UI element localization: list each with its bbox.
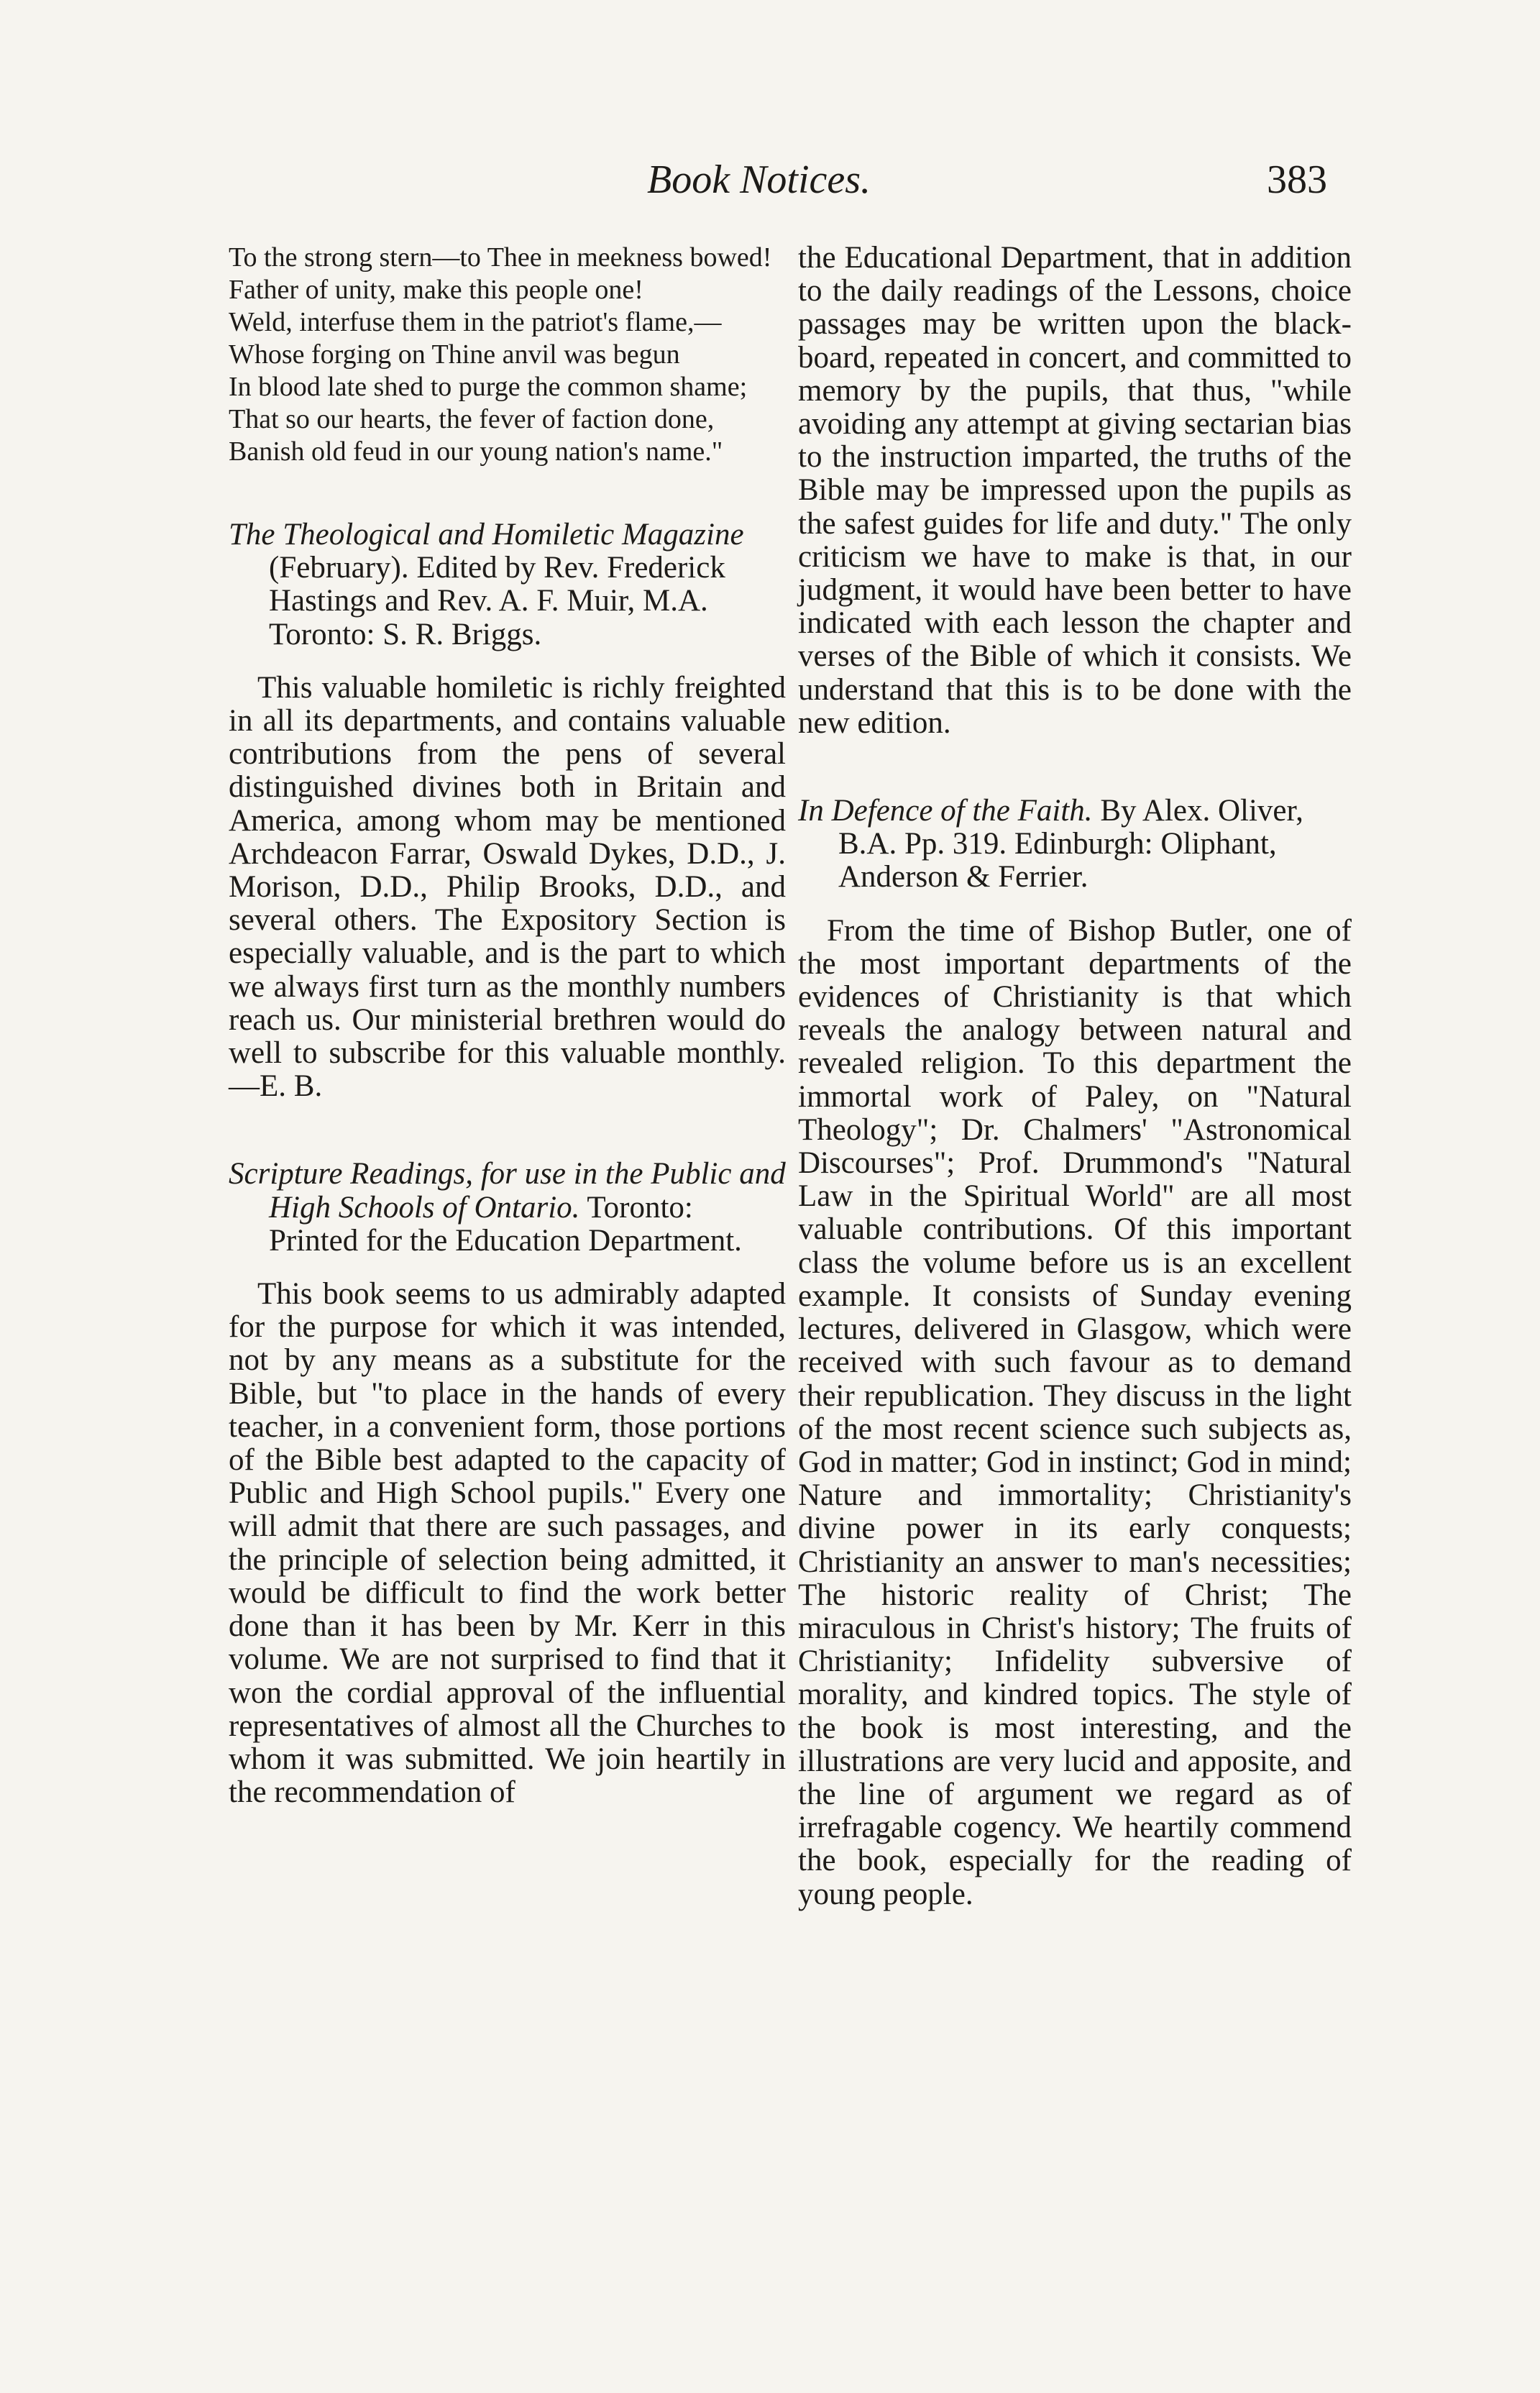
poem-line: Father of unity, make this people one! bbox=[229, 275, 643, 305]
poem-excerpt bbox=[229, 242, 786, 468]
review-body-defence-of-faith: From the time of Bishop Butler, one of the most important departments of the evidences of Christianity is that which reveals the analogy between natural and revealed religion. To this department the immortal work of Paley, on "Natural Theology"; Dr. Chalmers' "Astronomical Discourses"; Prof. Drummond's "Natural Law in the Spiritual World" are all most valuable contributions. Of this important class the volume before us is an excellent example. It consists of Sunday evening lectures, delivered in Glasgow, which were received with such favour as to demand their republication. They discuss in the light of the most recent science such subjects as, God in matter; God in instinct; God in mind; Nature and immortality; Christianity's divine power in its early conquests; Christianity an answer to man's necessities; The historic reality of Christ; The miraculous in Christ's history; The fruits of Christianity; Infidelity subversive of morality, and kindred topics. The style of the book is most interesting, and the illustrations are very lucid and apposite, and the line of argument we regard as of irrefragable cogency. We heartily commend the book, especially for the reading of young people. bbox=[798, 913, 1352, 1911]
review-body-theological-magazine: This valuable homiletic is richly freighted in all its departments, and contains valuable contributions from the pens of several distinguished divines both in Britain and America, among whom may be mentioned Archdeacon Farrar, Oswald Dykes, D.D., J. Morison, D.D., Philip Brooks, D.D., and several others. The Expository Section is especially valuable, and is the part to which we always first turn as the monthly numbers reach us. Our ministerial brethren would do well to subscribe for this valuable monthly.—E. B. bbox=[229, 670, 786, 1104]
review-title: In Defence of the Faith. bbox=[798, 794, 1093, 828]
review-details: (February). Edited by Rev. Frederick Hastings and Rev. A. F. Muir, M.A. Toronto: S. R. Briggs. bbox=[269, 551, 725, 651]
poem-line: That so our hearts, the fever of faction done, bbox=[229, 404, 715, 434]
poem-line: To the strong stern—to Thee in meekness bowed! bbox=[229, 242, 772, 273]
review-heading-defence-of-faith bbox=[798, 795, 1352, 894]
review-heading-scripture-readings bbox=[229, 1158, 786, 1258]
review-body-scripture-readings-continued: the Educational Department, that in addition to the daily readings of the Lessons, choice passages may be written upon the black-board, repeated in concert, and committed to memory by the pupils, that thus, "while avoiding any attempt at giving sectarian bias to the instruction imparted, the truths of the Bible may be impressed upon the pupils as the safest guides for life and duty." The only criticism we have to make is that, in our judgment, it would have been better to have indicated with each lesson the chapter and verses of the Bible of which it consists. We understand that this is to be done with the new edition. bbox=[798, 241, 1352, 740]
page-number: 383 bbox=[1267, 157, 1327, 202]
poem-line: Whose forging on Thine anvil was begun bbox=[229, 339, 680, 370]
review-details: By Alex. Oliver, B.A. Pp. 319. Edinburgh: Oliphant, Anderson & Ferrier. bbox=[838, 794, 1303, 894]
review-title: The Theological and Homiletic Magazine bbox=[229, 518, 744, 552]
review-heading-theological-magazine bbox=[229, 518, 786, 651]
right-column bbox=[798, 242, 1352, 1911]
poem-line: Banish old feud in our young nation's name." bbox=[229, 436, 723, 467]
left-column bbox=[229, 242, 786, 1809]
review-title: Scripture Readings, for use in the Public and High Schools of Ontario. bbox=[229, 1157, 786, 1225]
running-header-title: Book Notices. bbox=[647, 157, 871, 202]
review-body-scripture-readings: This book seems to us admirably adapted for the purpose for which it was intended, not by any means as a substitute for the Bible, but "to place in the hands of every teacher, in a convenient form, those portions of the Bible best adapted to the capacity of Public and High School pupils." Every one will admit that there are such passages, and the principle of selection being admitted, it would be difficult to find the work better done than it has been by Mr. Kerr in this volume. We are not surprised to find that it won the cordial approval of the influential representatives of almost all the Churches to whom it was submitted. We join heartily in the recommendation of bbox=[229, 1277, 786, 1810]
poem-line: Weld, interfuse them in the patriot's flame,— bbox=[229, 307, 722, 337]
review-details: Toronto: Printed for the Education Department. bbox=[269, 1190, 742, 1258]
poem-line: In blood late shed to purge the common shame; bbox=[229, 372, 748, 402]
